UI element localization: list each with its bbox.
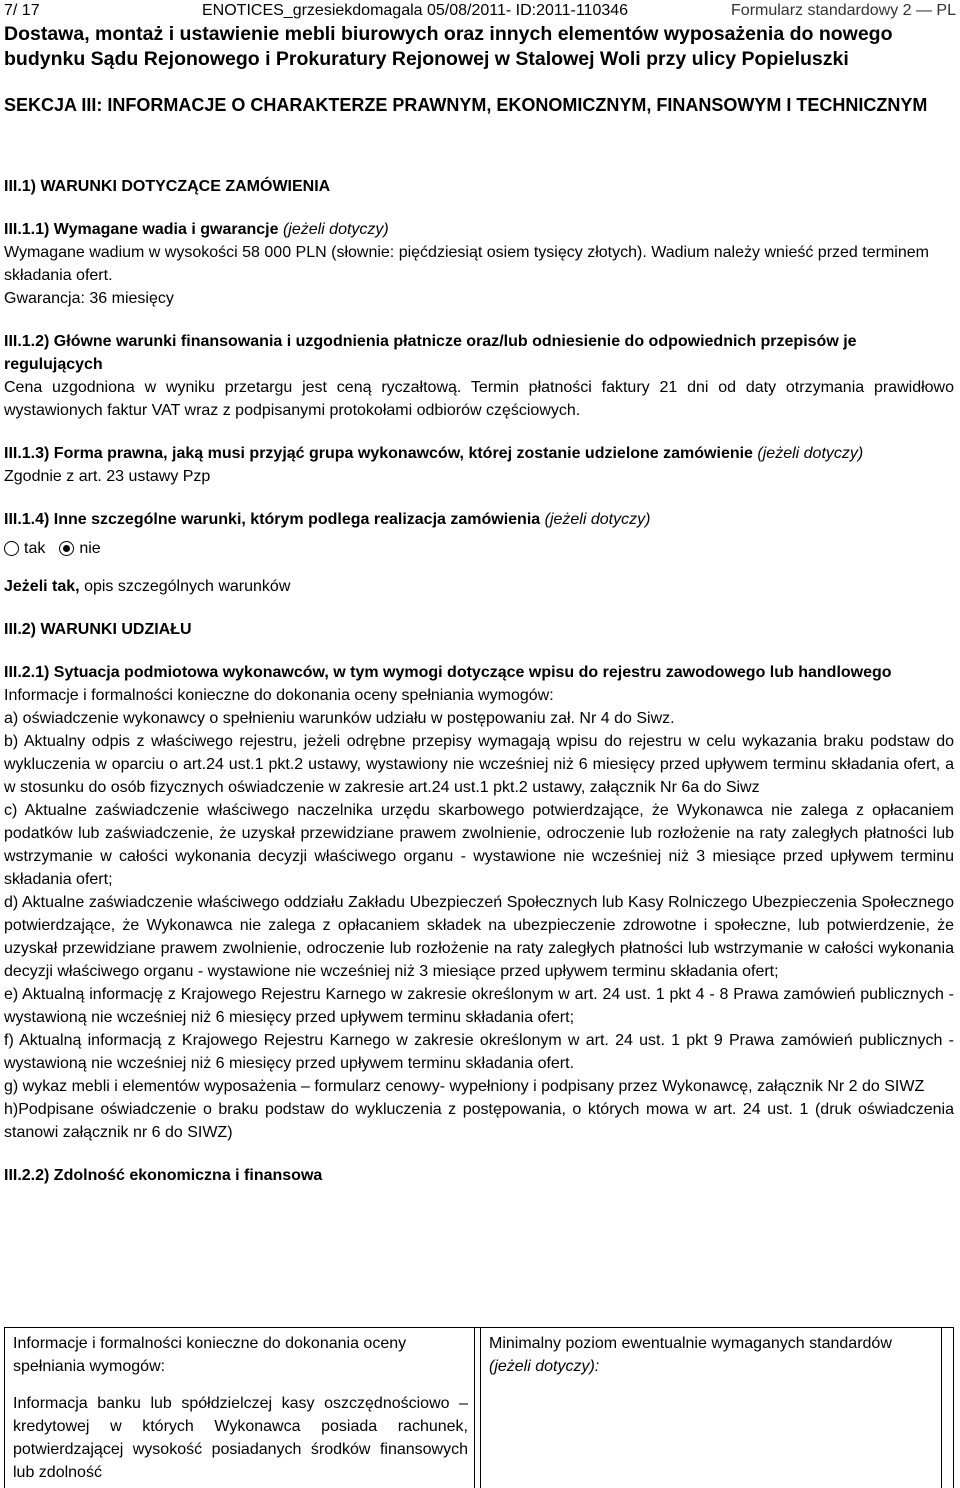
requirement-item: b) Aktualny odpis z właściwego rejestru, jeżeli odrębne przepisy wymagają wpisu do rejestru w celu wykazania braku podstaw do wykluczenia w oparciu o art.24 ust.1 pkt.2 ustawy, wystawiony nie wcześniej niż 6 miesięcy przed upływem terminu składania ofert, a w stosunku do osób fizycznych oświadczenie w zakresie art.24 ust.1 pkt.2 ustawy, załącznik Nr 6a do Siwz	[4, 733, 954, 796]
legal-form-text: Zgodnie z art. 23 ustawy Pzp	[4, 468, 211, 485]
heading-iii-2: III.2) WARUNKI UDZIAŁU	[4, 621, 192, 638]
requirement-item: g) wykaz mebli i elementów wyposażenia – formularz cenowy- wypełniony i podpisany przez Wykonawcę, załącznik Nr 2 do SIWZ	[4, 1078, 925, 1095]
special-conditions-radio-group	[4, 535, 954, 561]
requirements-intro: Informacje i formalności konieczne do dokonania oceny spełniania wymogów:	[4, 687, 554, 704]
requirement-item: d) Aktualne zaświadczenie właściwego oddziału Zakładu Ubezpieczeń Społecznych lub Kasy Rolniczego Ubezpieczenia Społecznego potwierdzające, że Wykonawca nie zalega z opłacaniem składek na ubezpieczenie zdrowotne i społeczne, lub potwierdzenie, że uzyskał przewidziane prawem zwolnienie, odroczenie lub rozłożenie na raty zaległych płatności lub wstrzymanie w całości wykonania decyzji właściwego organu - wystawione nie wcześniej niż 3 miesiące przed upływem terminu składania ofert;	[4, 894, 954, 980]
guarantee-text: Gwarancja: 36 miesięcy	[4, 290, 174, 307]
section-title: SEKCJA III: INFORMACJE O CHARAKTERZE PRAWNYM, EKONOMICZNYM, FINANSOWYM I TECHNICZNYM	[4, 95, 928, 115]
heading-iii-1-3	[4, 442, 954, 465]
radio-yes-label: tak	[24, 539, 46, 557]
heading-iii-2-1: III.2.1) Sytuacja podmiotowa wykonawców, w tym wymogi dotyczące wpisu do rejestru zawodowego lub handlowego	[4, 664, 892, 681]
qualifier-iii-1-1: (jeżeli dotyczy)	[282, 221, 389, 238]
qualifier-iii-1-3: (jeżeli dotyczy)	[757, 445, 864, 462]
heading-iii-1: III.1) WARUNKI DOTYCZĄCE ZAMÓWIENIA	[4, 178, 331, 195]
heading-iii-2-2: III.2.2) Zdolność ekonomiczna i finansowa	[4, 1167, 323, 1184]
minimum-standards-qualifier: (jeżeli dotyczy):	[489, 1358, 600, 1375]
page-number: 7/ 17	[4, 2, 40, 19]
radio-option-no[interactable]	[59, 537, 100, 560]
minimum-standards-label: Minimalny poziom ewentualnie wymaganych standardów	[489, 1335, 892, 1352]
wadium-text: Wymagane wadium w wysokości 58 000 PLN (słownie: pięćdziesiąt osiem tysięcy złotych). Wadium należy wnieść przed terminem składania ofert.	[4, 244, 929, 284]
heading-iii-1-4-text: III.1.4) Inne szczególne warunki, którym podlega realizacja zamówienia	[4, 511, 541, 528]
special-conditions-detail	[4, 575, 954, 598]
radio-no-checked-icon[interactable]	[59, 541, 74, 556]
heading-iii-1-4	[4, 508, 954, 531]
detail-bold: Jeżeli tak,	[4, 578, 80, 595]
radio-yes-icon[interactable]	[4, 541, 19, 556]
requirement-item: f) Aktualną informacją z Krajowego Rejestru Karnego w zakresie określonym w art. 24 ust. 1 pkt 9 Prawa zamówień publicznych - wystawioną nie wcześniej niż 6 miesięcy przed upływem terminu składania ofert.	[4, 1032, 954, 1072]
document-id: ENOTICES_grzesiekdomagala 05/08/2011- ID:2011-110346	[202, 2, 629, 19]
form-label: Formularz standardowy 2 — PL	[731, 2, 956, 19]
requirement-item: c) Aktualne zaświadczenie właściwego naczelnika urzędu skarbowego potwierdzające, że Wykonawca nie zalega z opłacaniem podatków lub zaświadczenie, że uzyskał przewidziane prawem zwolnienie, odroczenie lub rozłożenie na raty zaległych płatności lub wstrzymanie w całości wykonania decyzji właściwego organu - wystawione nie wcześniej niż 3 miesiące przed upływem terminu składania ofert;	[4, 802, 954, 888]
heading-iii-1-1	[4, 218, 954, 241]
document-body	[4, 175, 954, 1187]
heading-iii-1-2: III.1.2) Główne warunki finansowania i uzgodnienia płatnicze oraz/lub odniesienie do odpowiednich przepisów je regulujących	[4, 333, 857, 373]
requirement-item: a) oświadczenie wykonawcy o spełnieniu warunków udziału w postępowaniu zał. Nr 4 do Siwz.	[4, 710, 675, 727]
requirements-column-label: Informacje i formalności konieczne do dokonania oceny spełniania wymogów:	[13, 1335, 407, 1375]
contract-title: Dostawa, montaż i ustawienie mebli biurowych oraz innych elementów wyposażenia do nowego budynku Sądu Rejonowego i Prokuratury Rejonowej w Stalowej Woli przy ulicy Popieluszki	[4, 23, 893, 70]
payment-terms-text: Cena uzgodniona w wyniku przetargu jest ceną ryczałtową. Termin płatności faktury 21 dni od daty otrzymania prawidłowo wystawionych faktur VAT wraz z podpisanymi protokołami odbiorów częściowych.	[4, 379, 954, 419]
requirements-column	[5, 1328, 475, 1488]
page-header	[0, 0, 960, 22]
heading-iii-1-3-text: III.1.3) Forma prawna, jaką musi przyjąć grupa wykonawców, której zostanie udzielone zamówienie	[4, 445, 753, 462]
minimum-standards-column	[480, 1328, 942, 1488]
requirement-item: e) Aktualną informację z Krajowego Rejestru Karnego w zakresie określonym w art. 24 ust. 1 pkt 4 - 8 Prawa zamówień publicznych - wystawioną nie wcześniej niż 6 miesięcy przed upływem terminu składania ofert;	[4, 986, 954, 1026]
radio-option-yes[interactable]	[4, 537, 45, 560]
bank-info-text: Informacja banku lub spółdzielczej kasy oszczędnościowo – kredytowej w których Wykonawca posiada rachunek, potwierdzającej wysokość posiadanych środków finansowych lub zdolność	[13, 1395, 468, 1481]
radio-no-label: nie	[79, 539, 101, 557]
economic-capacity-table	[4, 1327, 954, 1488]
qualifier-iii-1-4: (jeżeli dotyczy)	[544, 511, 651, 528]
detail-rest: opis szczególnych warunków	[84, 578, 291, 595]
heading-iii-1-1-text: III.1.1) Wymagane wadia i gwarancje	[4, 221, 279, 238]
requirement-item: h)Podpisane oświadczenie o braku podstaw do wykluczenia z postępowania, o których mowa w art. 24 ust. 1 (druk oświadczenia stanowi załącznik nr 6 do SIWZ)	[4, 1101, 954, 1141]
